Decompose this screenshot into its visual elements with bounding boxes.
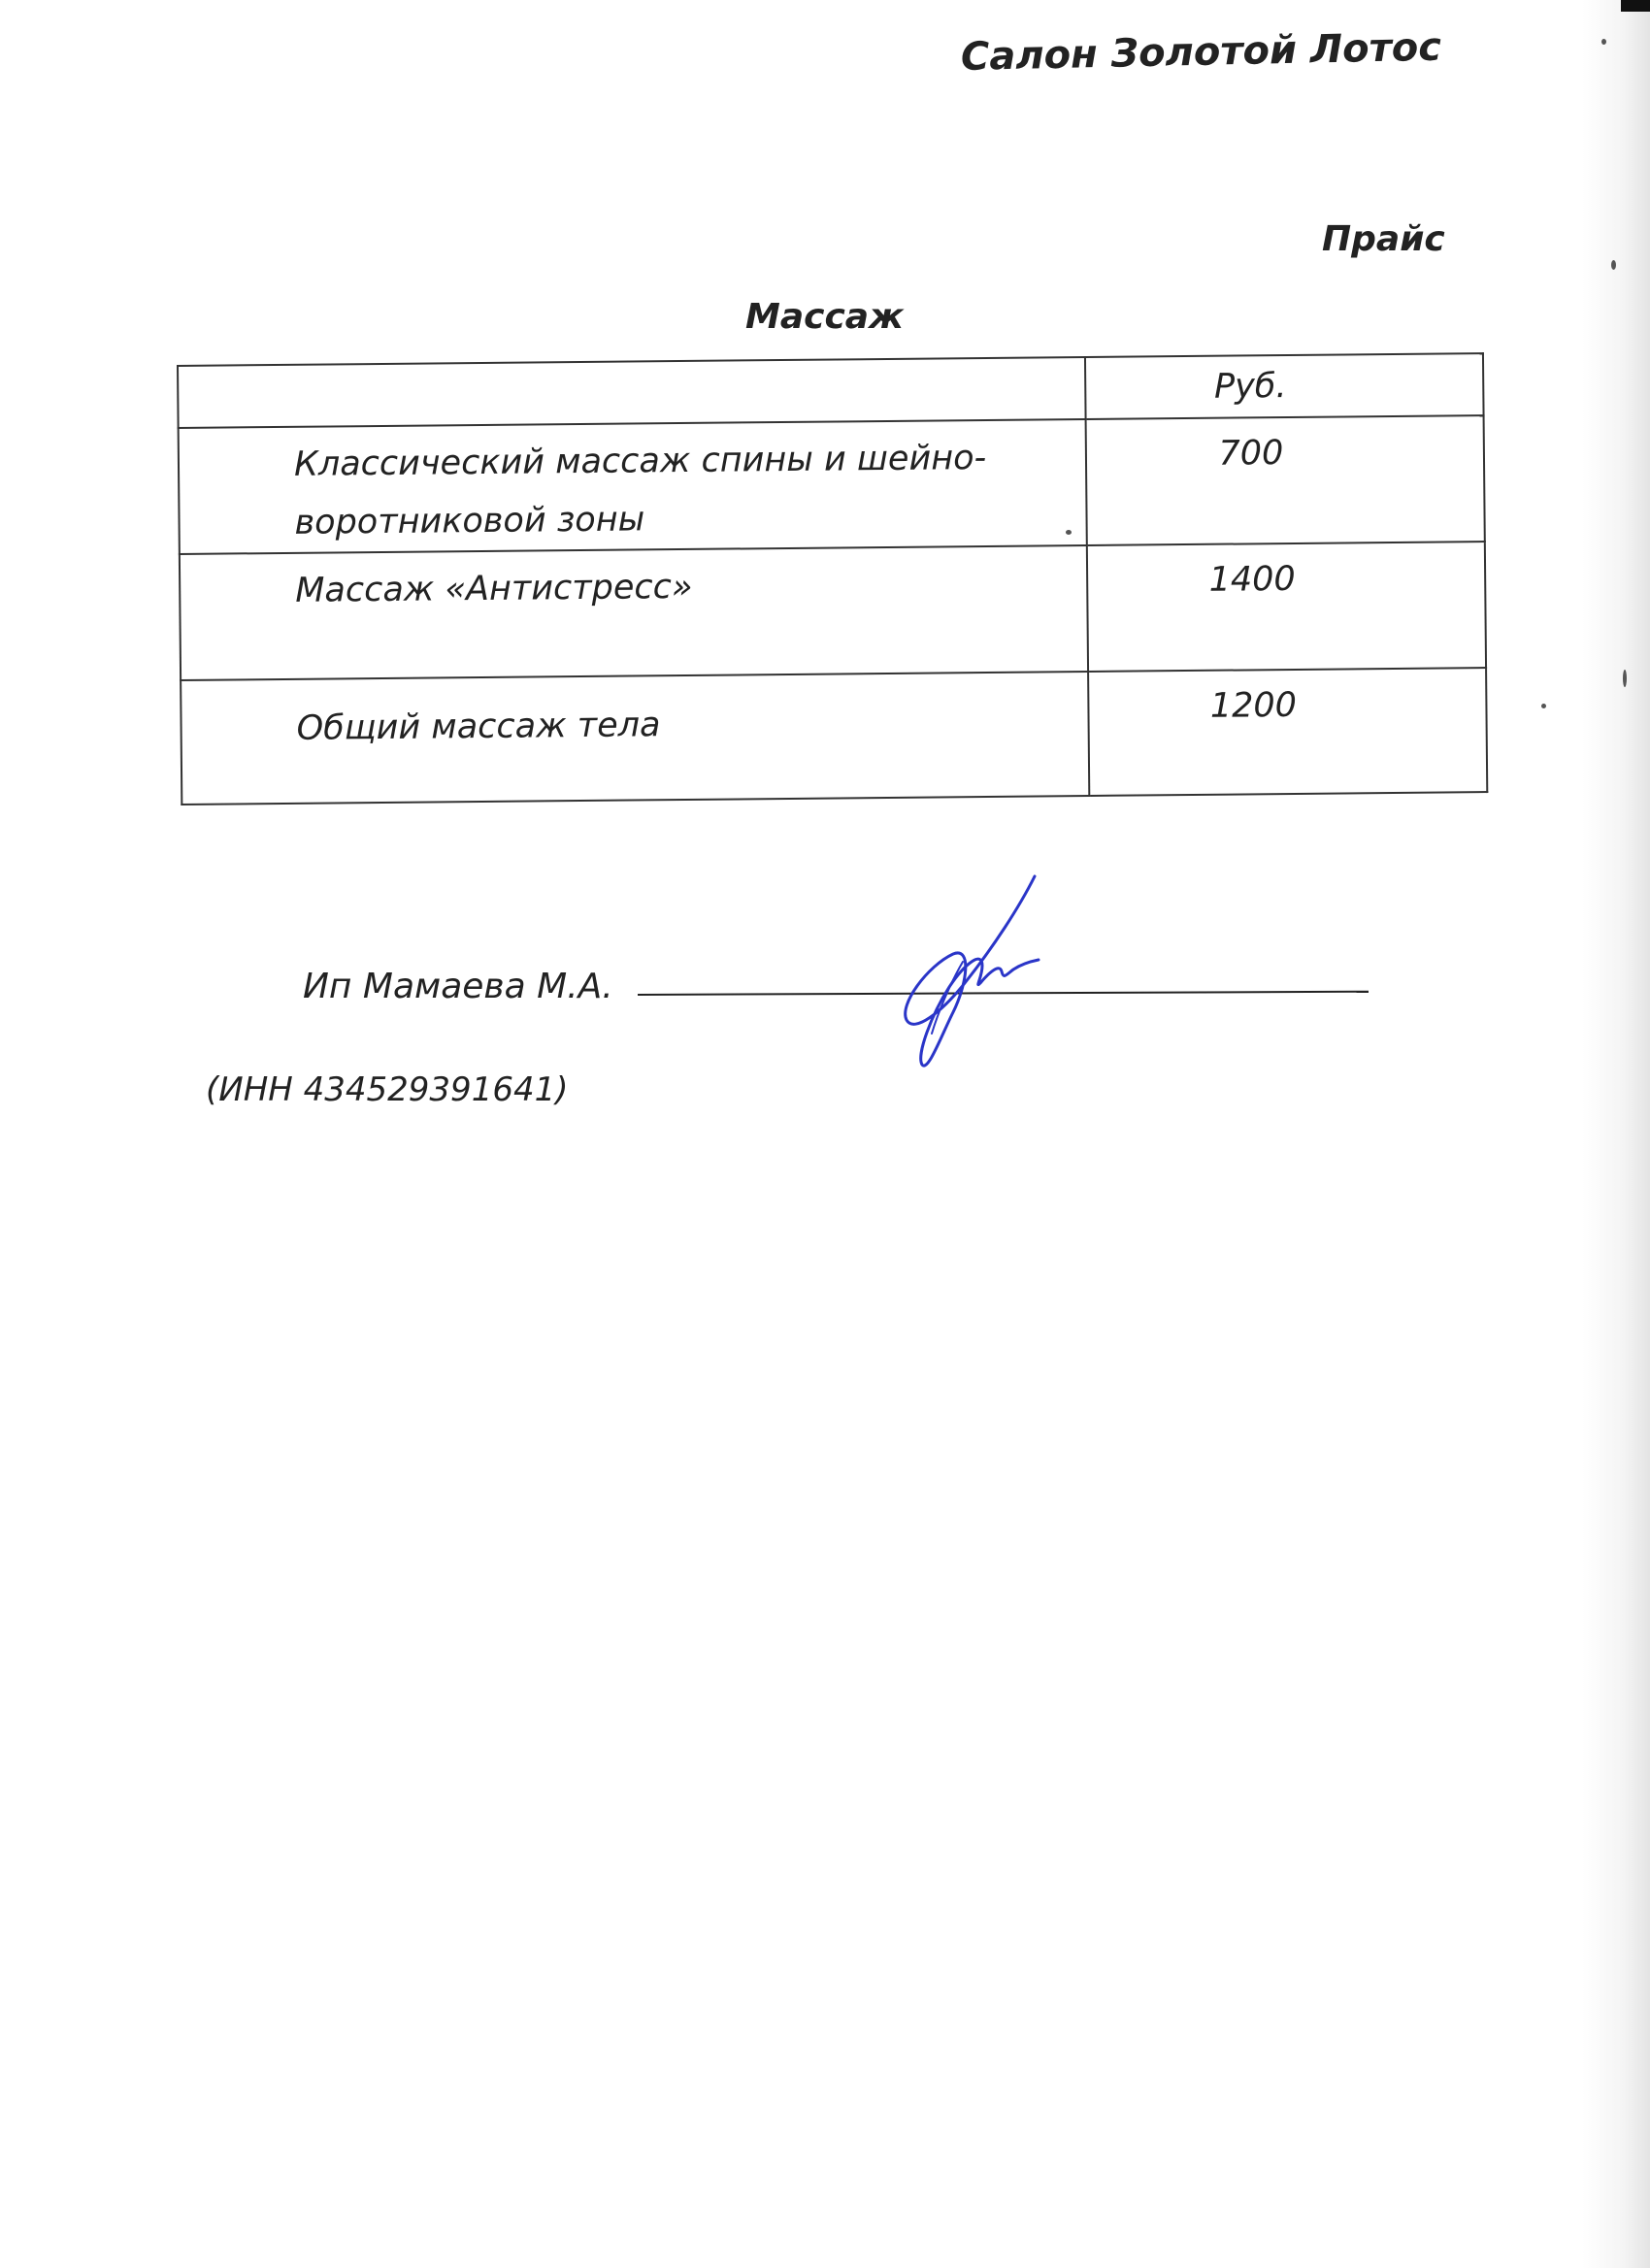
table-row (181, 668, 1487, 805)
service-cell (181, 672, 1089, 805)
service-price: 1400 (1208, 559, 1296, 600)
table-row (179, 415, 1485, 554)
scan-speck (1611, 260, 1616, 270)
service-cell (179, 419, 1087, 554)
header-price-label: Руб. (1213, 367, 1287, 407)
scanner-edge-shadow (1582, 0, 1650, 2268)
service-name: Классический массаж спины и шейно- воротниковой зоны (293, 438, 987, 542)
scan-speck (1601, 39, 1606, 45)
service-name: Массаж «Антистресс» (295, 567, 693, 610)
handwritten-signature (893, 869, 1058, 1082)
price-table-wrapper (177, 352, 1487, 838)
price-cell (1086, 415, 1485, 545)
header-cell-service (178, 357, 1086, 428)
header-service-label (179, 358, 1084, 367)
service-price: 1200 (1209, 685, 1298, 726)
table-row (180, 542, 1486, 680)
service-cell (180, 545, 1088, 680)
service-price: 700 (1218, 434, 1284, 474)
scan-speck (1541, 704, 1546, 708)
price-table (177, 352, 1488, 805)
salon-name: Салон Золотой Лотос (960, 24, 1442, 80)
header-cell-price (1085, 353, 1484, 419)
price-cell (1087, 542, 1486, 672)
inn-number: (ИНН 434529391641) (206, 1070, 569, 1109)
section-title: Массаж (745, 297, 904, 337)
scanner-corner-mark (1621, 0, 1650, 12)
signer-name: Ип Мамаева М.А. (303, 967, 613, 1006)
scan-speck (1623, 670, 1627, 687)
service-name: Общий массаж тела (296, 706, 661, 748)
price-cell (1088, 668, 1487, 796)
document-title: Прайс (1322, 219, 1445, 259)
